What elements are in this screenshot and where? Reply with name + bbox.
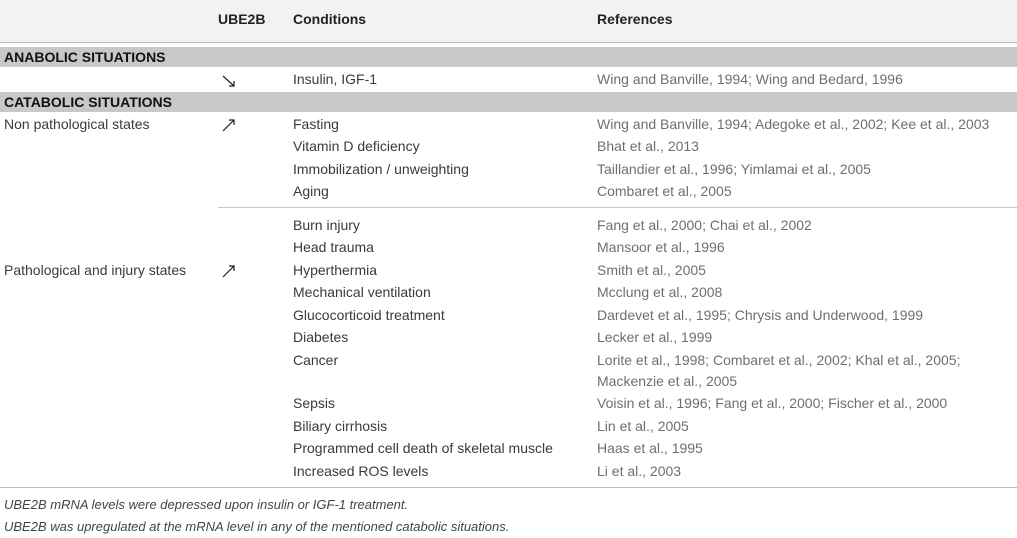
condition-cell: Sepsis (293, 395, 336, 411)
condition-cell: Programmed cell death of skeletal muscle (293, 440, 553, 456)
reference-cell: Dardevet et al., 1995; Chrysis and Underwood, 1999 (597, 307, 924, 323)
catabolic-band (0, 92, 1017, 112)
reference-cell: Li et al., 2003 (597, 463, 682, 479)
reference-cell: Mansoor et al., 1996 (597, 239, 725, 255)
arrow-up-right-icon (218, 114, 242, 136)
reference-cell: Smith et al., 2005 (597, 262, 706, 278)
reference-cell: Voisin et al., 1996; Fang et al., 2000; Fischer et al., 2000 (597, 395, 948, 411)
condition-cell: Aging (293, 183, 329, 199)
reference-cell: Lorite et al., 1998; Combaret et al., 2002; Khal et al., 2005; (597, 352, 961, 368)
condition-cell: Immobilization / unweighting (293, 161, 469, 177)
reference-cell: Mcclung et al., 2008 (597, 284, 723, 300)
reference-cell: Lecker et al., 1999 (597, 329, 713, 345)
header-conditions: Conditions (293, 11, 367, 27)
anabolic-title: ANABOLIC SITUATIONS (4, 49, 166, 65)
group-separator (218, 207, 1017, 208)
condition-cell: Insulin, IGF-1 (293, 71, 378, 87)
reference-cell: Taillandier et al., 1996; Yimlamai et al., 2005 (597, 161, 871, 177)
reference-cell: Wing and Banville, 1994; Wing and Bedard, 1996 (597, 71, 903, 87)
arrow-down-right-icon (218, 69, 242, 91)
condition-cell: Glucocorticoid treatment (293, 307, 445, 323)
header-references: References (597, 11, 673, 27)
reference-cell: Lin et al., 2005 (597, 418, 689, 434)
condition-cell: Head trauma (293, 239, 374, 255)
condition-cell: Burn injury (293, 217, 360, 233)
condition-cell: Fasting (293, 116, 339, 132)
reference-cell: Haas et al., 1995 (597, 440, 703, 456)
table-header (0, 0, 1017, 42)
catabolic-title: CATABOLIC SITUATIONS (4, 94, 172, 110)
condition-cell: Vitamin D deficiency (293, 138, 420, 154)
arrow-up-right-icon (218, 260, 242, 282)
condition-cell: Hyperthermia (293, 262, 378, 278)
table-bottom-rule (0, 487, 1017, 488)
condition-cell: Diabetes (293, 329, 349, 345)
footnote: UBE2B was upregulated at the mRNA level in any of the mentioned catabolic situations. (4, 519, 510, 534)
reference-cell-continued: Mackenzie et al., 2005 (597, 373, 738, 389)
header-ube2b: UBE2B (218, 11, 266, 27)
condition-cell: Increased ROS levels (293, 463, 429, 479)
group-label-pathological: Pathological and injury states (4, 262, 187, 278)
condition-cell: Cancer (293, 352, 339, 368)
group-label-non-pathological: Non pathological states (4, 116, 150, 132)
header-rule (0, 42, 1017, 43)
footnote: UBE2B mRNA levels were depressed upon insulin or IGF-1 treatment. (4, 497, 409, 512)
reference-cell: Wing and Banville, 1994; Adegoke et al., 2002; Kee et al., 2003 (597, 116, 990, 132)
condition-cell: Biliary cirrhosis (293, 418, 388, 434)
reference-cell: Combaret et al., 2005 (597, 183, 732, 199)
condition-cell: Mechanical ventilation (293, 284, 431, 300)
anabolic-band (0, 47, 1017, 67)
reference-cell: Fang et al., 2000; Chai et al., 2002 (597, 217, 812, 233)
reference-cell: Bhat et al., 2013 (597, 138, 699, 154)
